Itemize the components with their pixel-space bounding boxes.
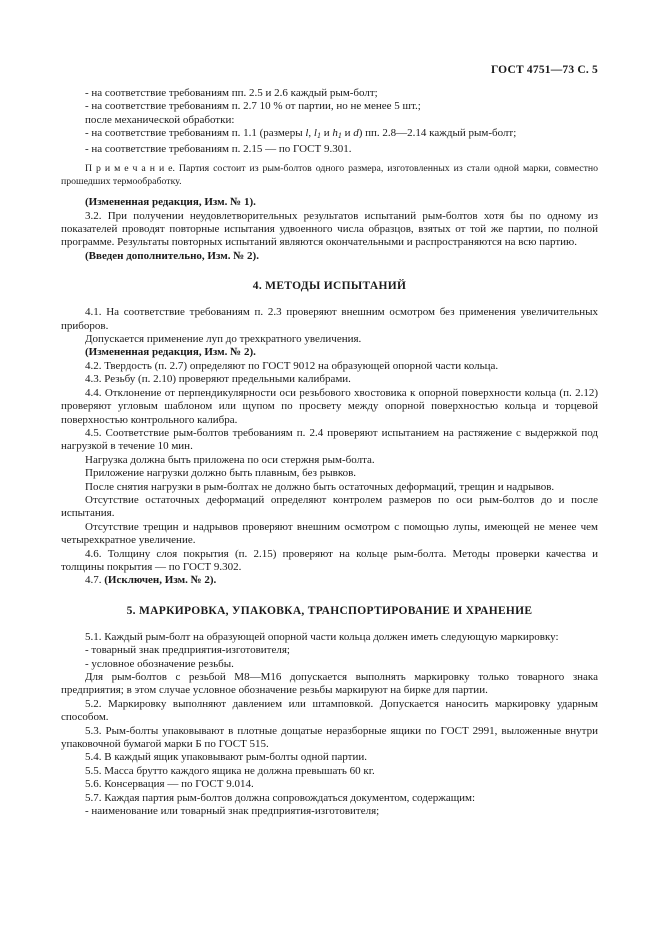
text-run: 1 (316, 131, 321, 141)
paragraph: Приложение нагрузки должно быть плавным, без рывков. (85, 467, 357, 480)
section-heading: 5. МАРКИРОВКА, УПАКОВКА, ТРАНСПОРТИРОВАНИЕ И ХРАНЕНИЕ (126, 604, 533, 617)
paragraph: Для рым-болтов с резьбой М8—М16 допускается выполнять маркировку только товарного знака предприятия; в этом случае условное обозначение резьбы маркируют на бирке для партии. (61, 671, 598, 697)
paragraph (61, 574, 598, 587)
change-note: (Введен дополнительно, Изм. № 2). (85, 249, 259, 262)
paragraph: Допускается применение луп до трехкратного увеличения. (85, 333, 362, 346)
paragraph: 4.6. Толщину слоя покрытия (п. 2.15) проверяют на кольце рым-болта. Методы проверки качества и толщины покрытия — по ГОСТ 9.302. (61, 547, 598, 573)
document-body (61, 87, 598, 818)
paragraph: 4.4. Отклонение от перпендикулярности оси резьбового хвостовика к опорной поверхности кольца (п. 2.12) проверяют угловым шаблоном или щупом по просвету между опорной поверхностью кольца и торцевой поверхностью контрольного калибра. (61, 386, 598, 426)
paragraph: 5.4. В каждый ящик упаковывают рым-болты одной партии. (85, 751, 367, 764)
text-run: 1 (337, 131, 342, 141)
standard-reference: ГОСТ 4751—73 С. 5 (490, 64, 598, 76)
paragraph: - товарный знак предприятия-изготовителя; (85, 644, 290, 657)
paragraph: После снятия нагрузки в рым-болтах не должно быть остаточных деформаций, трещин и надрывов. (85, 480, 555, 493)
text-run: h (332, 127, 338, 140)
text-run: ) пп. 2.8—2.14 каждый рым-болт; (358, 127, 517, 140)
change-note: (Измененная редакция, Изм. № 2). (85, 346, 256, 359)
paragraph: 5.5. Масса брутто каждого ящика не должна превышать 60 кг. (85, 764, 375, 777)
paragraph: Нагрузка должна быть приложена по оси стержня рым-болта. (85, 453, 375, 466)
paragraph: - наименование или товарный знак предприятия-изготовителя; (85, 805, 380, 818)
paragraph: - на соответствие требованиям пп. 2.5 и 2.6 каждый рым-болт; (85, 87, 378, 99)
paragraph: - на соответствие требованиям п. 2.7 10 % от партии, но не менее 5 шт.; (85, 100, 421, 113)
paragraph: после механической обработки: (85, 113, 235, 126)
paragraph: 5.6. Консервация — по ГОСТ 9.014. (85, 778, 254, 791)
paragraph: 4.5. Соответствие рым-болтов требованиям п. 2.4 проверяют испытанием на растяжение с выдержкой под нагрузкой в течение 10 мин. (61, 426, 598, 453)
text-run: и (320, 127, 333, 140)
paragraph: - условное обозначение резьбы. (85, 657, 234, 670)
text-run: (Исключен, Изм. № 2). (104, 574, 217, 587)
paragraph (61, 127, 598, 142)
paragraph: 5.7. Каждая партия рым-болтов должна сопровождаться документом, содержащим: (85, 791, 476, 804)
section-heading: 4. МЕТОДЫ ИСПЫТАНИЙ (252, 280, 407, 293)
paragraph: 5.1. Каждый рым-болт на образующей опорной части кольца должен иметь следующую маркировку: (85, 630, 559, 643)
paragraph: 5.3. Рым-болты упаковывают в плотные дощатые неразборные ящики по ГОСТ 2991, выложенные внутри упаковочной бумагой марки Б по ГОСТ 515. (61, 724, 598, 751)
text-run: l (305, 127, 309, 140)
page-header (61, 64, 598, 76)
text-run: d (353, 127, 359, 140)
paragraph: Отсутствие трещин и надрывов проверяют внешним осмотром с помощью лупы, имеющей не менее чем четырехкратное увеличение. (61, 520, 598, 547)
paragraph: 4.3. Резьбу (п. 2.10) проверяют предельными калибрами. (85, 373, 351, 386)
paragraph: 4.1. На соответствие требованиям п. 2.3 проверяют внешним осмотром без применения увеличительных приборов. (61, 306, 598, 332)
text-run: и (341, 127, 354, 140)
text-run: - на соответствие требованиям п. 1.1 (размеры (85, 127, 306, 140)
paragraph: 5.2. Маркировку выполняют давлением или штамповкой. Допускается наносить маркировку ударным способом. (61, 697, 598, 724)
text-run: l (313, 127, 317, 140)
text-run: , (308, 127, 314, 140)
text-run: 4.7. (85, 574, 105, 587)
change-note: (Измененная редакция, Изм. № 1). (85, 196, 256, 209)
note: П р и м е ч а н и е. Партия состоит из рым-болтов одного размера, изготовленных из стали одной марки, совместно прошедших термообработку. (61, 163, 598, 187)
paragraph: Отсутствие остаточных деформаций определяют контролем размеров по оси рым-болтов до и после испытания. (61, 493, 598, 520)
paragraph: - на соответствие требованиям п. 2.15 — по ГОСТ 9.301. (85, 142, 352, 155)
paragraph: 3.2. При получении неудовлетворительных результатов испытаний рым-болтов хотя бы по одному из показателей проводят повторные испытания удвоенного числа образцов, взятых от той же партии, по полной программе. Результаты повторных испытаний являются окончательными и распространяются на всю партию. (61, 209, 598, 249)
paragraph: 4.2. Твердость (п. 2.7) определяют по ГОСТ 9012 на образующей опорной части кольца. (85, 359, 499, 372)
